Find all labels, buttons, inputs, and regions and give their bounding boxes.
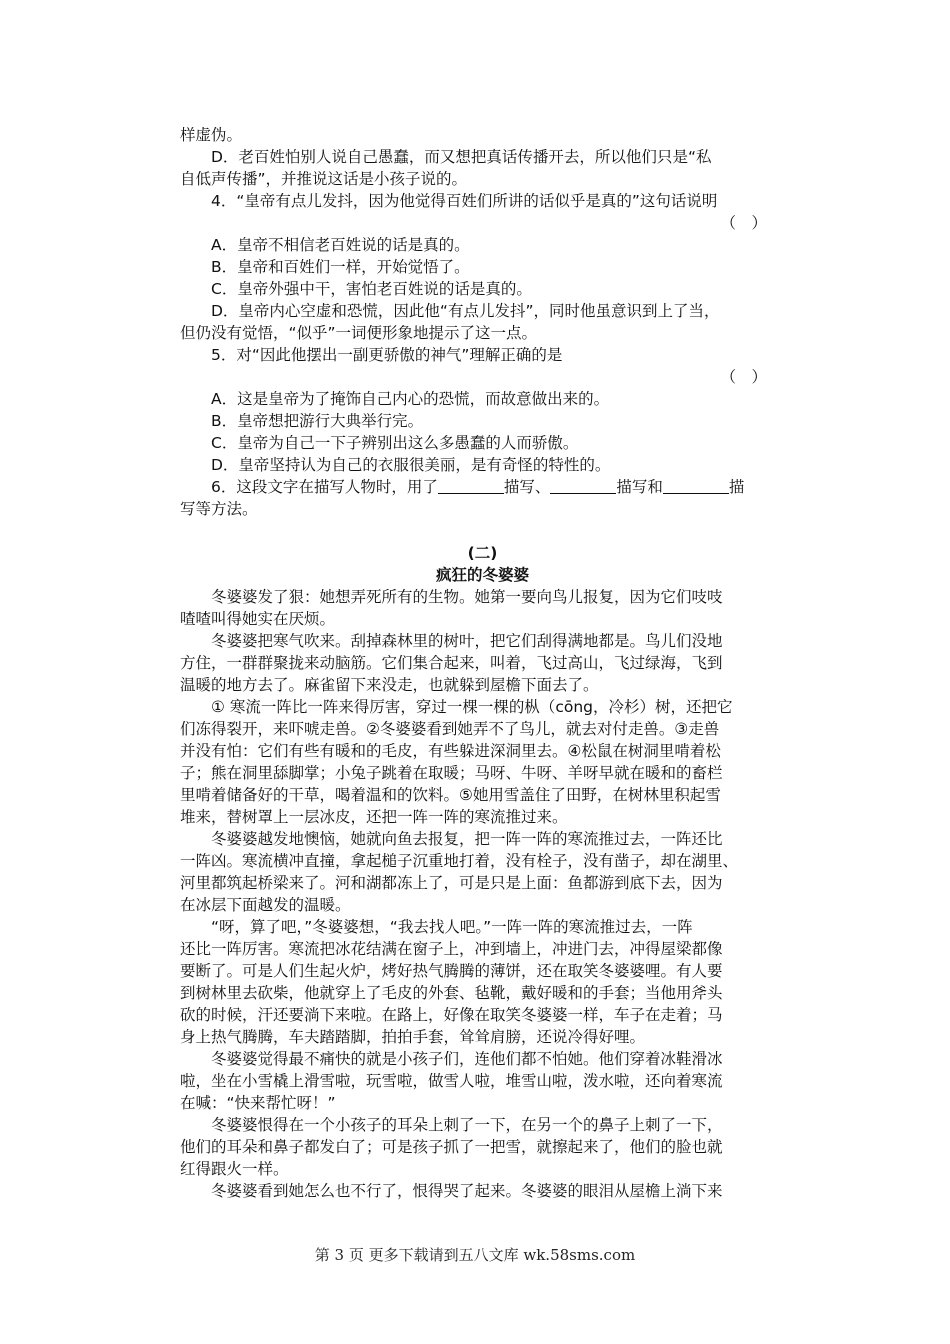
article-line: 方住，一群群聚拢来动脑筋。它们集合起来，叫着，飞过高山，飞过绿海，飞到	[180, 654, 723, 672]
spacer	[180, 520, 785, 542]
article-line: 里啃着储备好的干草，喝着温和的饮料。⑤她用雪盖住了田野，在树林里积起雪	[180, 786, 721, 804]
article-line: 河里都筑起桥梁来了。河和湖都冻上了，可是只是上面：鱼都游到底下去，因为	[180, 874, 723, 892]
option-line: C．皇帝外强中干，害怕老百姓说的话是真的。	[211, 280, 532, 298]
option-line: 但仍没有觉悟，“似乎”一词便形象地提示了这一点。	[180, 324, 538, 342]
answer-parenthesis-q5: （ ）	[720, 368, 767, 386]
article-line: “呀，算了吧，”冬婆婆想，“我去找人吧。”一阵一阵的寒流推过去，一阵	[211, 918, 693, 936]
answer-parenthesis-q4: （ ）	[720, 214, 767, 232]
article-line: 在喊：“快来帮忙呀！”	[180, 1094, 336, 1112]
text-line: D．老百姓怕别人说自己愚蠢，而又想把真话传播开去，所以他们只是“私	[211, 148, 712, 166]
fill-blank-3[interactable]	[663, 479, 729, 494]
text-line: 自低声传播”，并推说这话是小孩子说的。	[180, 170, 468, 188]
article-line: 到树林里去砍柴，他就穿上了毛皮的外套、毡靴，戴好暖和的手套；当他用斧头	[180, 984, 723, 1002]
article-line: 要断了。可是人们生起火炉，烤好热气腾腾的薄饼，还在取笑冬婆婆哩。有人要	[180, 962, 723, 980]
option-line: D．皇帝内心空虚和恐慌，因此他“有点儿发抖”，同时他虽意识到上了当，	[211, 302, 720, 320]
fill-blank-2[interactable]	[550, 479, 616, 494]
question-6-line-2: 写等方法。	[180, 500, 258, 518]
option-line: A．这是皇帝为了掩饰自己内心的恐慌，而故意做出来的。	[211, 390, 610, 408]
article-line: 冬婆婆越发地懊恼，她就向鱼去报复，把一阵一阵的寒流推过去，一阵还比	[211, 830, 723, 848]
q6-text-2: 描写、	[503, 478, 551, 496]
article-line: 冬婆婆看到她怎么也不行了，恨得哭了起来。冬婆婆的眼泪从屋檐上淌下来	[211, 1182, 723, 1200]
option-line: B．皇帝和百姓们一样，开始觉悟了。	[211, 258, 470, 276]
option-line: A．皇帝不相信老百姓说的话是真的。	[211, 236, 470, 254]
article-line: 砍的时候，汗还要淌下来啦。在路上，好像在取笑冬婆婆一样，车子在走着；马	[180, 1006, 723, 1024]
q6-text-4: 描	[728, 478, 745, 496]
article-title: 疯狂的冬婆婆	[435, 566, 529, 584]
article-line: 红得跟火一样。	[180, 1160, 289, 1178]
article-line: 温暖的地方去了。麻雀留下来没走，也就躲到屋檐下面去了。	[180, 676, 599, 694]
question-5-options	[180, 388, 785, 476]
option-line: C．皇帝为自己一下子辨别出这么多愚蠢的人而骄傲。	[211, 434, 579, 452]
text-line: 4．“皇帝有点儿发抖，因为他觉得百姓们所讲的话似乎是真的”这句话说明	[211, 192, 718, 210]
article-line: 喳喳叫得她实在厌烦。	[180, 610, 336, 628]
question-6	[180, 476, 785, 498]
article-line: 冬婆婆觉得最不痛快的就是小孩子们，连他们都不怕她。他们穿着冰鞋滑冰	[211, 1050, 723, 1068]
question-block-top	[180, 124, 785, 212]
text-line: 样虚伪。	[180, 126, 243, 144]
document-page	[180, 124, 785, 1202]
article-line: 还比一阵厉害。寒流把冰花结满在窗子上，冲到墙上，冲进门去，冲得屋梁都像	[180, 940, 723, 958]
article-line: 他们的耳朵和鼻子都发白了；可是孩子抓了一把雪，就擦起来了，他们的脸也就	[180, 1138, 723, 1156]
option-line: 5．对“因此他摆出一副更骄傲的神气”理解正确的是	[211, 346, 563, 364]
article-line: ① 寒流一阵比一阵来得厉害，穿过一棵一棵的枞（cōng，冷杉）树，还把它	[211, 698, 733, 716]
article-line: 冬婆婆恨得在一个小孩子的耳朵上刺了一下，在另一个的鼻子上刺了一下，	[211, 1116, 723, 1134]
q6-text-3: 描写和	[616, 478, 663, 496]
article-line: 冬婆婆把寒气吹来。刮掉森林里的树叶，把它们刮得满地都是。鸟儿们没地	[211, 632, 723, 650]
article-line: 一阵凶。寒流横冲直撞，拿起槌子沉重地打着，没有栓子，没有凿子，却在湖里、	[180, 852, 739, 870]
article-line: 们冻得裂开，来吓唬走兽。②冬婆婆看到她弄不了鸟儿，就去对付走兽。③走兽	[180, 720, 720, 738]
option-line: B．皇帝想把游行大典举行完。	[211, 412, 424, 430]
article-line: 冬婆婆发了狠：她想弄死所有的生物。她第一要向鸟儿报复，因为它们吱吱	[211, 588, 723, 606]
article-line: 子；熊在洞里舔脚掌；小兔子跳着在取暖；马呀、牛呀、羊呀早就在暖和的畜栏	[180, 764, 723, 782]
article-line: 并没有怕：它们有些有暖和的毛皮，有些躲进深洞里去。④松鼠在树洞里啃着松	[180, 742, 721, 760]
question-4-options	[180, 234, 785, 366]
article-line: 堆来，替树罩上一层冰皮，还把一阵一阵的寒流推过来。	[180, 808, 568, 826]
option-line: D．皇帝坚持认为自己的衣服很美丽，是有奇怪的特性的。	[211, 456, 611, 474]
article-line: 啦，坐在小雪橇上滑雪啦，玩雪啦，做雪人啦，堆雪山啦，泼水啦，还向着寒流	[180, 1072, 723, 1090]
q6-text-1: 6．这段文字在描写人物时，用了	[211, 478, 438, 496]
fill-blank-1[interactable]	[438, 479, 504, 494]
page-footer: 第 3 页 更多下载请到五八文库 wk.58sms.com	[314, 1246, 636, 1264]
section-title: (二)	[467, 544, 498, 562]
article-line: 身上热气腾腾，车夫踏踏脚，拍拍手套，耸耸肩膀，还说冷得好哩。	[180, 1028, 646, 1046]
article-line: 在冰层下面越发的温暖。	[180, 896, 351, 914]
article-body	[180, 586, 785, 1202]
